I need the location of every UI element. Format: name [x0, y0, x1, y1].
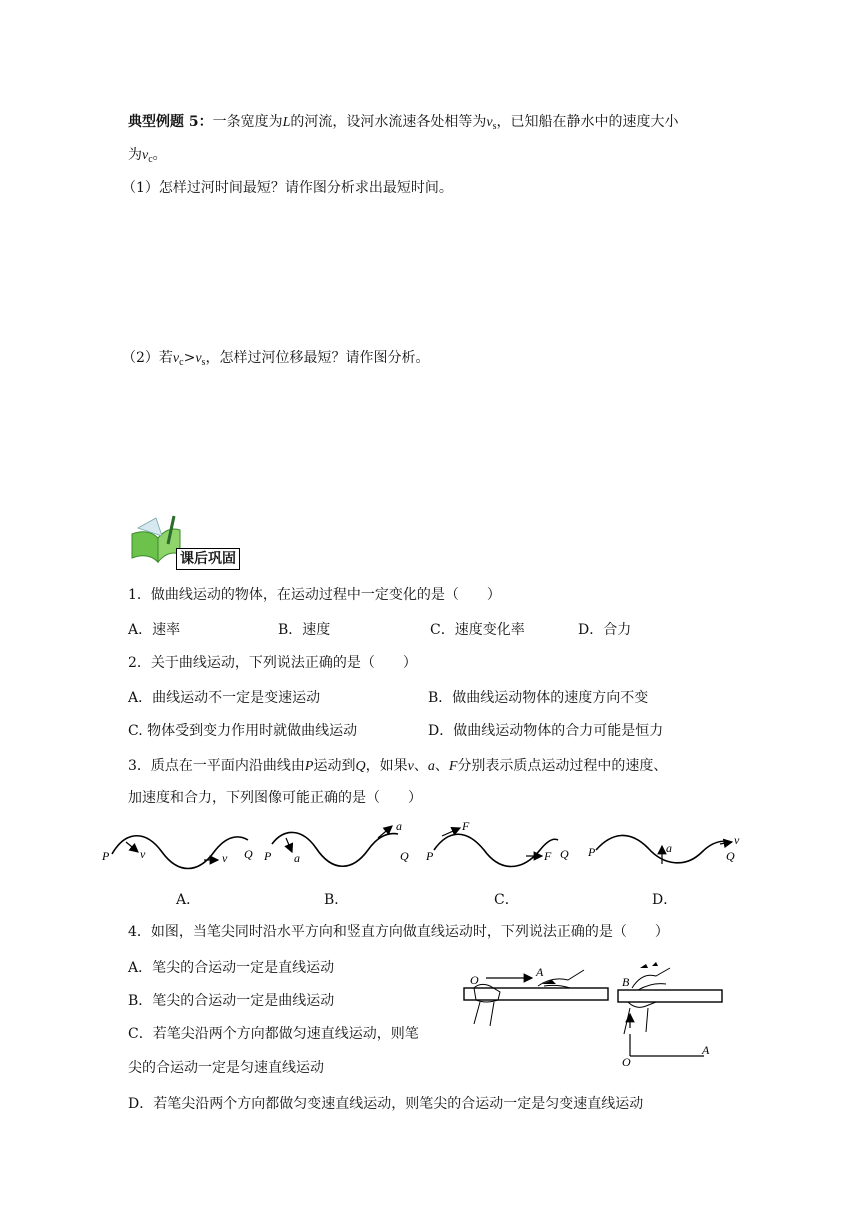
q4-option-c-cont: 尖的合运动一定是匀速直线运动 — [128, 1060, 324, 1076]
svg-text:F: F — [544, 849, 552, 863]
q3-caption-b: B． — [324, 892, 349, 908]
q4-figure-vertical — [612, 962, 742, 1070]
q4-option-a: A．笔尖的合运动一定是直线运动 — [128, 960, 335, 976]
q3-caption-a: A． — [176, 892, 201, 908]
symbol-vc: $v_c$ — [142, 148, 153, 165]
svg-text:O: O — [470, 973, 479, 987]
svg-text:A: A — [702, 1043, 710, 1057]
symbol-vs: $v_s$ — [486, 115, 497, 132]
heading-sep: ： — [198, 114, 213, 130]
svg-text:P: P — [426, 849, 434, 863]
svg-text:P: P — [102, 849, 110, 863]
q3-stem-line-1: 3．质点在一平面内沿曲线由P运动到Q，如果v、a、F分别表示质点运动过程中的速度、 — [128, 758, 668, 774]
example-q2: （2）若$v_c>v_s$，怎样过河位移最短？请作图分析。 — [122, 350, 430, 368]
svg-text:Q: Q — [726, 849, 735, 863]
q2-stem: 2．关于曲线运动，下列说法正确的是（ ） — [128, 655, 417, 671]
svg-text:F: F — [462, 822, 470, 833]
section-title: 课后巩固 — [176, 548, 240, 570]
q2-option-a: A．曲线运动不一定是变速运动 — [128, 690, 321, 706]
q2-option-c: C. 物体受到变力作用时就做曲线运动 — [128, 723, 358, 739]
svg-text:v: v — [734, 833, 740, 847]
q3-figure-a — [101, 836, 253, 869]
q4-stem: 4．如图，当笔尖同时沿水平方向和竖直方向做直线运动时，下列说法正确的是（ ） — [128, 924, 669, 940]
svg-text:Q: Q — [400, 849, 409, 863]
q1-option-c: C．速度变化率 — [430, 622, 525, 638]
svg-text:A: A — [536, 965, 544, 979]
svg-text:a: a — [294, 851, 300, 865]
q4-option-d: D．若笔尖沿两个方向都做匀变速直线运动，则笔尖的合运动一定是匀变速直线运动 — [128, 1096, 644, 1112]
q2-option-d: D．做曲线运动物体的合力可能是恒力 — [428, 723, 664, 739]
q3-figure-c — [425, 822, 569, 867]
svg-text:a: a — [396, 822, 402, 833]
example-line-2 — [128, 145, 167, 170]
q1-option-a: A．速率 — [128, 622, 181, 638]
q4-option-c: C．若笔尖沿两个方向都做匀速直线运动，则笔 — [128, 1026, 419, 1042]
q1-option-b: B．速度 — [278, 622, 331, 638]
q3-caption-d: D． — [652, 892, 678, 908]
example-q1: （1）怎样过河时间最短？请作图分析求出最短时间。 — [122, 180, 453, 196]
stem-text: ，已知船在静水中的速度大小 — [496, 114, 679, 130]
q1-option-d: D．合力 — [578, 622, 632, 638]
symbol-L: L — [282, 115, 291, 130]
q2-option-b: B．做曲线运动物体的速度方向不变 — [428, 690, 649, 706]
q3-figure-b — [263, 822, 409, 866]
svg-text:Q: Q — [244, 847, 253, 861]
svg-text:v: v — [140, 847, 146, 861]
svg-text:Q: Q — [560, 847, 569, 861]
q3-caption-c: C． — [494, 892, 519, 908]
q4-option-b: B．笔尖的合运动一定是曲线运动 — [128, 993, 335, 1009]
stem-text: 一条宽度为 — [212, 114, 283, 130]
stem-text: 的河流，设河水流速各处相等为 — [290, 114, 487, 130]
svg-text:P: P — [264, 849, 272, 863]
svg-text:O: O — [622, 1055, 631, 1069]
q3-figures — [96, 822, 756, 882]
q3-figure-d — [587, 833, 740, 864]
stem-text: 。 — [152, 147, 167, 163]
stem-text: 为 — [128, 147, 142, 163]
svg-text:P: P — [588, 845, 596, 859]
example-line-1 — [128, 112, 679, 137]
q3-stem-line-2: 加速度和合力，下列图像可能正确的是（ ） — [128, 790, 422, 806]
example-heading: 典型例题 5 — [128, 114, 199, 130]
svg-text:v: v — [222, 851, 228, 865]
q4-figure-horizontal — [460, 962, 610, 1034]
q1-stem: 1．做曲线运动的物体，在运动过程中一定变化的是（ ） — [128, 587, 501, 603]
svg-text:B: B — [622, 975, 630, 989]
svg-text:a: a — [666, 841, 672, 855]
